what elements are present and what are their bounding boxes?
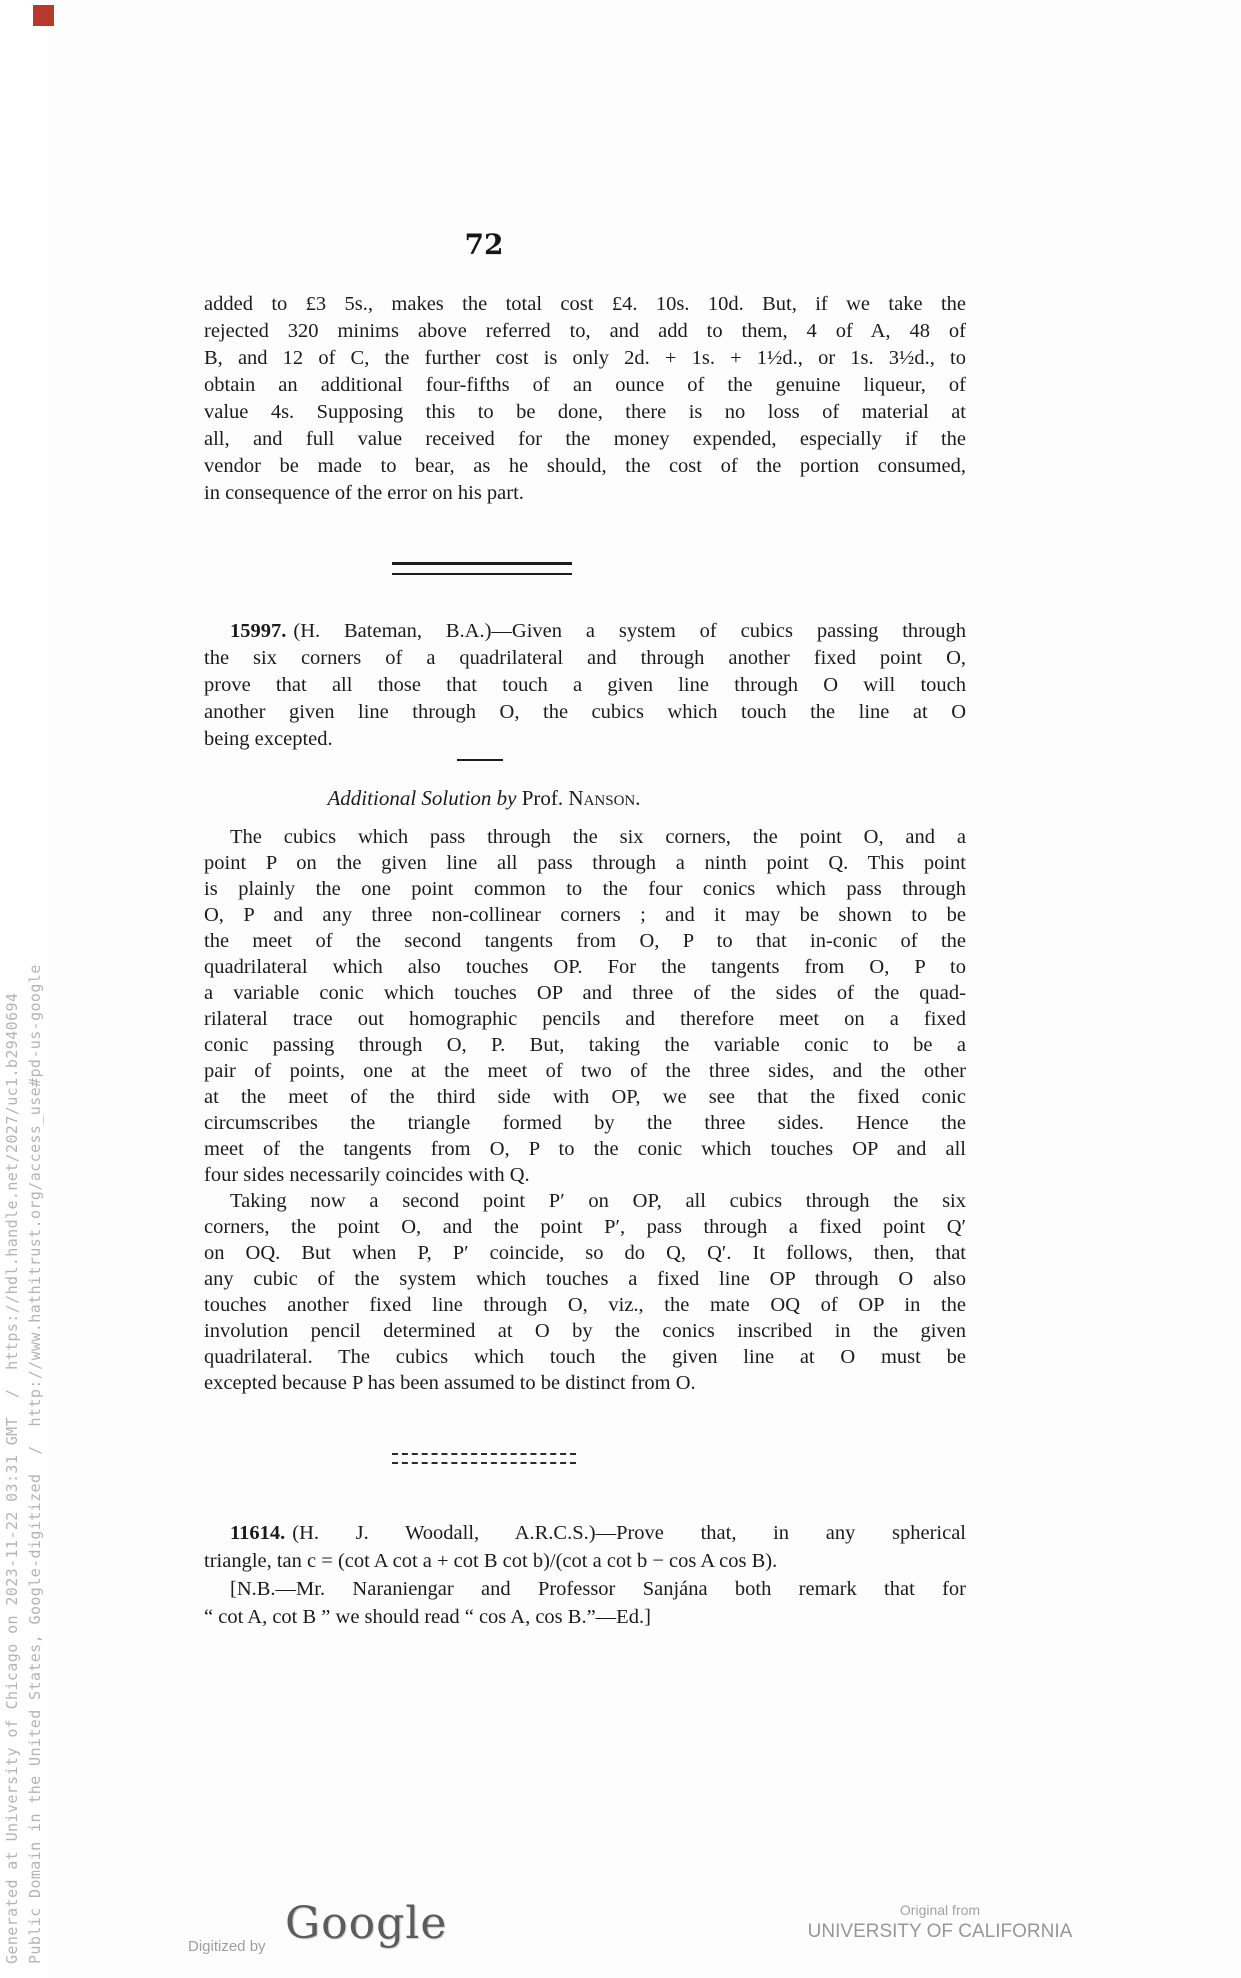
heading-roman-part: Prof. bbox=[516, 786, 569, 810]
paragraph-line: being excepted. bbox=[204, 728, 333, 750]
paragraph-line: circumscribes the triangle formed by the three sides. Hence the bbox=[204, 1112, 966, 1134]
paragraph-line: point P on the given line all pass through a ninth point Q. This point bbox=[204, 852, 966, 874]
problem-text: (H. Bateman, B.A.)—Given a system of cubics passing through bbox=[293, 620, 966, 642]
paragraph-line: meet of the tangents from O, P to the conic which touches OP and all bbox=[204, 1138, 966, 1160]
sidebar-provenance-line1: Generated at University of Chicago on 2023-11-22 03:31 GMT / https://hdl.handle.net/2027/uc1.b2940694 bbox=[3, 992, 21, 1964]
paragraph-line: value 4s. Supposing this to be done, there is no loss of material at bbox=[204, 401, 966, 423]
paragraph-line: a variable conic which touches OP and three of the sides of the quad- bbox=[204, 982, 966, 1004]
formula-line: triangle, tan c = (cot A cot a + cot B cot b)/(cot a cot b − cos A cos B). bbox=[204, 1550, 778, 1572]
problem-text: (H. J. Woodall, A.R.C.S.)—Prove that, in any spherical bbox=[292, 1522, 966, 1544]
problem-number: 15997. bbox=[230, 620, 287, 642]
sidebar-provenance-line2: Public Domain in the United States, Google-digitized / http://www.hathitrust.org/access_use#pd-us-google bbox=[26, 964, 44, 1964]
paragraph-line: four sides necessarily coincides with Q. bbox=[204, 1164, 530, 1186]
paragraph-line: quadrilateral. The cubics which touch the given line at O must be bbox=[204, 1346, 966, 1368]
paragraph-line: Taking now a second point P′ on OP, all cubics through the six bbox=[230, 1190, 966, 1212]
paragraph-line: conic passing through O, P. But, taking the variable conic to be a bbox=[204, 1034, 966, 1056]
heading-italic-part: Additional Solution by bbox=[327, 786, 517, 810]
paragraph-line: another given line through O, the cubics which touch the line at O bbox=[204, 701, 966, 723]
paragraph-line: vendor be made to bear, as he should, the cost of the portion consumed, bbox=[204, 455, 966, 477]
intro-paragraph bbox=[204, 291, 966, 507]
paragraph-line: quadrilateral which also touches OP. For the tangents from O, P to bbox=[204, 956, 966, 978]
footer-attribution bbox=[760, 1900, 1120, 1944]
problem-11614 bbox=[204, 1519, 966, 1631]
original-from-label: Original from bbox=[899, 1902, 981, 1918]
solution-heading bbox=[103, 786, 865, 811]
paragraph-line: any cubic of the system which touches a fixed line OP through O also bbox=[204, 1268, 966, 1290]
solution-paragraph-1 bbox=[204, 824, 966, 1188]
paragraph-line: B, and 12 of C, the further cost is only 2d. + 1s. + 1½d., or 1s. 3½d., to bbox=[204, 347, 966, 369]
paragraph-line: all, and full value received for the money expended, especially if the bbox=[204, 428, 966, 450]
paragraph-line: corners, the point O, and the point P′, pass through a fixed point Q′ bbox=[204, 1216, 966, 1238]
paragraph-line: [N.B.—Mr. Naraniengar and Professor Sanjána both remark that for bbox=[230, 1578, 966, 1600]
paragraph-line: The cubics which pass through the six corners, the point O, and a bbox=[230, 826, 966, 848]
heading-author-name: Nanson. bbox=[568, 786, 641, 810]
paragraph-line: “ cot A, cot B ” we should read “ cos A, cos B.”—Ed.] bbox=[204, 1606, 651, 1628]
page-number: 72 bbox=[464, 228, 504, 261]
paragraph-line: excepted because P has been assumed to be distinct from O. bbox=[204, 1372, 696, 1394]
short-rule-divider bbox=[457, 759, 503, 761]
paragraph-line: is plainly the one point common to the four conics which pass through bbox=[204, 878, 966, 900]
section-divider-double-rule bbox=[392, 562, 572, 575]
google-logo: Google bbox=[285, 1898, 448, 1949]
paragraph-line: touches another fixed line through O, viz., the mate OQ of OP in the bbox=[204, 1294, 966, 1316]
red-corner-mark bbox=[33, 5, 54, 26]
paragraph-line: the meet of the second tangents from O, P to that in-conic of the bbox=[204, 930, 966, 952]
paragraph-line: prove that all those that touch a given line through O will touch bbox=[204, 674, 966, 696]
paragraph-line: in consequence of the error on his part. bbox=[204, 482, 524, 504]
paragraph-line: obtain an additional four-fifths of an ounce of the genuine liqueur, of bbox=[204, 374, 966, 396]
paragraph-line: rilateral trace out homographic pencils and therefore meet on a fixed bbox=[204, 1008, 966, 1030]
problem-number: 11614. bbox=[230, 1522, 286, 1544]
problem-15997 bbox=[204, 618, 966, 753]
institution-label: UNIVERSITY OF CALIFORNIA bbox=[807, 1921, 1073, 1942]
paragraph-line: on OQ. But when P, P′ coincide, so do Q, Q′. It follows, then, that bbox=[204, 1242, 966, 1264]
paragraph-line: pair of points, one at the meet of two of the three sides, and the other bbox=[204, 1060, 966, 1082]
paragraph-line bbox=[204, 618, 966, 645]
solution-paragraph-2 bbox=[204, 1188, 966, 1396]
digitized-by-label: Digitized by bbox=[188, 1938, 266, 1955]
paragraph-line: rejected 320 minims above referred to, and add to them, 4 of A, 48 of bbox=[204, 320, 966, 342]
paragraph-line: at the meet of the third side with OP, we see that the fixed conic bbox=[204, 1086, 966, 1108]
paragraph-line: involution pencil determined at O by the conics inscribed in the given bbox=[204, 1320, 966, 1342]
paragraph-line: O, P and any three non-collinear corners ; and it may be shown to be bbox=[204, 904, 966, 926]
paragraph-line: the six corners of a quadrilateral and through another fixed point O, bbox=[204, 647, 966, 669]
section-divider-broken-rule bbox=[392, 1453, 576, 1464]
paragraph-line bbox=[204, 1519, 966, 1547]
paragraph-line: added to £3 5s., makes the total cost £4. 10s. 10d. But, if we take the bbox=[204, 293, 966, 315]
